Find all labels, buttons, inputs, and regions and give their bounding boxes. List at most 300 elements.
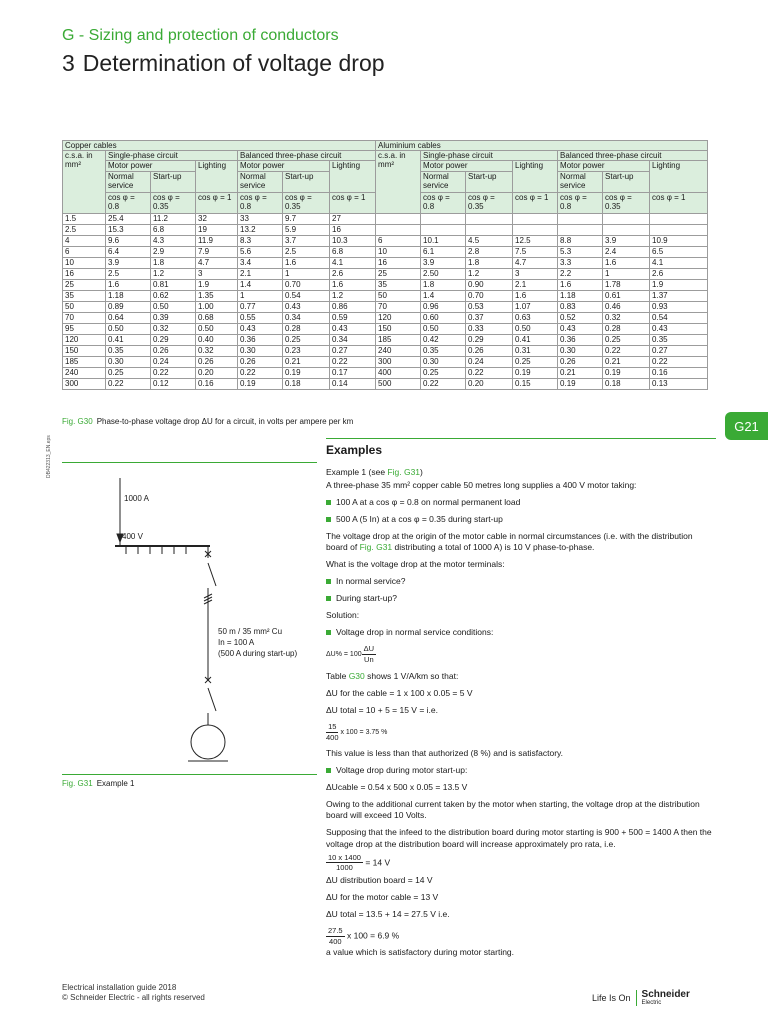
table-cell: 1 xyxy=(603,268,650,279)
table-cell: 6 xyxy=(376,235,421,246)
table-cell: 0.43 xyxy=(650,323,708,334)
table-cell: 0.35 xyxy=(106,345,151,356)
table-cell: 0.68 xyxy=(196,312,238,323)
table-cell: 11.2 xyxy=(151,213,196,224)
table-cell: 0.25 xyxy=(603,334,650,345)
table-cell: 0.22 xyxy=(421,378,466,389)
table-cell: 0.18 xyxy=(283,378,330,389)
table-row xyxy=(63,312,708,323)
calculation: ΔU total = 10 + 5 = 15 V = i.e. xyxy=(326,704,438,715)
table-cell: 35 xyxy=(63,290,106,301)
table-cell: 0.13 xyxy=(650,378,708,389)
table-cell: 2.5 xyxy=(106,268,151,279)
table-cell: 0.50 xyxy=(421,323,466,334)
cos-header: cos φ = 0.35 xyxy=(151,192,196,213)
table-cell: 0.15 xyxy=(513,378,558,389)
example1-intro: A three-phase 35 mm² copper cable 50 metres long supplies a 400 V motor taking: xyxy=(326,479,637,490)
table-cell: 0.83 xyxy=(558,301,603,312)
table-cell: 0.39 xyxy=(151,312,196,323)
table-cell: 4.5 xyxy=(466,235,513,246)
table-cell: 33 xyxy=(238,213,283,224)
aluminium-cables-header: Aluminium cables xyxy=(376,141,708,151)
table-cell: 0.32 xyxy=(603,312,650,323)
table-cell: 12.5 xyxy=(513,235,558,246)
fraction xyxy=(326,926,345,947)
table-cell: 240 xyxy=(376,345,421,356)
table-cell: 15.3 xyxy=(106,224,151,235)
cable-current: In = 100 A xyxy=(218,637,255,647)
table-cell: 0.81 xyxy=(151,279,196,290)
table-cell: 0.86 xyxy=(330,301,376,312)
formula xyxy=(326,722,716,743)
table-cell: 185 xyxy=(63,356,106,367)
table-cell: 0.25 xyxy=(283,334,330,345)
paragraph: a value which is satisfactory during motor starting. xyxy=(326,946,515,957)
table-cell: 0.55 xyxy=(238,312,283,323)
table-cell: 300 xyxy=(63,378,106,389)
table-cell: 10.1 xyxy=(421,235,466,246)
table-cell: 95 xyxy=(63,323,106,334)
table-cell: 0.50 xyxy=(513,323,558,334)
table-cell: 1.4 xyxy=(238,279,283,290)
table-cell: 1.5 xyxy=(63,213,106,224)
table-body xyxy=(63,213,708,389)
table-cell: 0.36 xyxy=(238,334,283,345)
table-cell: 0.50 xyxy=(196,323,238,334)
calculation: ΔU distribution board = 14 V xyxy=(326,875,433,886)
table-cell: 2.1 xyxy=(513,279,558,290)
table-row xyxy=(63,367,708,378)
table-cell: 0.18 xyxy=(603,378,650,389)
drawing-code: DB422313_EN.eps xyxy=(46,435,52,478)
table-cell: 0.22 xyxy=(330,356,376,367)
table-cell: 3.9 xyxy=(603,235,650,246)
table-cell: 4.1 xyxy=(650,257,708,268)
table-cell: 0.27 xyxy=(650,345,708,356)
table-cell: 0.37 xyxy=(466,312,513,323)
table-cell: 500 xyxy=(376,378,421,389)
table-cell xyxy=(466,224,513,235)
table-cell: 70 xyxy=(376,301,421,312)
table-cell: 0.22 xyxy=(650,356,708,367)
table-cell: 1.00 xyxy=(196,301,238,312)
table-cell: 0.20 xyxy=(196,367,238,378)
table-cell: 0.20 xyxy=(466,378,513,389)
table-cell: 35 xyxy=(376,279,421,290)
fig-g31-link[interactable]: Fig. G31 xyxy=(387,466,421,477)
table-cell xyxy=(603,213,650,224)
table-cell: 0.24 xyxy=(466,356,513,367)
table-row xyxy=(63,290,708,301)
table-row xyxy=(63,279,708,290)
table-cell: 0.50 xyxy=(151,301,196,312)
table-cell: 400 xyxy=(376,367,421,378)
calculation: ΔU total = 13.5 + 14 = 27.5 V i.e. xyxy=(326,909,450,920)
section-title xyxy=(62,50,385,77)
fraction-denominator: 400 xyxy=(329,936,342,946)
csa-header: c.s.a. in mm² xyxy=(376,151,421,213)
voltage-drop-table xyxy=(62,140,708,390)
table-cell: 2.50 xyxy=(421,268,466,279)
divider xyxy=(326,438,716,439)
paragraph-text: Table xyxy=(326,670,349,681)
startup-header: Start-up xyxy=(151,171,196,192)
table-cell: 0.28 xyxy=(603,323,650,334)
cos-header: cos φ = 1 xyxy=(330,192,376,213)
table-cell: 2.5 xyxy=(63,224,106,235)
motor-power-header: Motor power xyxy=(106,161,196,171)
table-cell: 50 xyxy=(376,290,421,301)
fraction-numerator: ΔU xyxy=(363,644,375,654)
copper-cables-header: Copper cables xyxy=(63,141,376,151)
section-number: 3 xyxy=(62,50,75,76)
table-cell: 185 xyxy=(376,334,421,345)
table-cell: 0.33 xyxy=(466,323,513,334)
balanced-three-phase-header: Balanced three-phase circuit xyxy=(238,151,376,161)
table-cell: 6 xyxy=(63,246,106,257)
table-cell: 0.34 xyxy=(283,312,330,323)
table-cell: 10.9 xyxy=(650,235,708,246)
table-cell: 2.2 xyxy=(558,268,603,279)
table-cell: 0.16 xyxy=(196,378,238,389)
table-cell: 10 xyxy=(63,257,106,268)
breaker-switch xyxy=(208,563,216,586)
startup-header: Start-up xyxy=(466,171,513,192)
paragraph: Supposing that the infeed to the distribution board during motor starting is 900 + 500 = 1400 A then the voltage drop at the distribution board will increase approximately pro rata, i.e. xyxy=(326,827,712,849)
table-cell: 1.6 xyxy=(283,257,330,268)
table-cell: 0.28 xyxy=(283,323,330,334)
footer-copyright: © Schneider Electric - all rights reserved xyxy=(62,993,205,1003)
table-cell: 10 xyxy=(376,246,421,257)
table-cell: 300 xyxy=(376,356,421,367)
formula-text: = 14 V xyxy=(365,857,391,868)
table-cell: 0.43 xyxy=(238,323,283,334)
table-cell xyxy=(421,224,466,235)
table-cell: 9.7 xyxy=(283,213,330,224)
brand-sub: Electric xyxy=(641,1000,662,1006)
examples-heading: Examples xyxy=(326,443,383,457)
table-cell: 1.4 xyxy=(421,290,466,301)
example1-title xyxy=(326,467,716,478)
table-cell: 7.9 xyxy=(196,246,238,257)
table-cell: 1.2 xyxy=(466,268,513,279)
fig-g30-text: Phase-to-phase voltage drop ΔU for a circuit, in volts per ampere per km xyxy=(96,417,354,426)
table-row xyxy=(63,246,708,257)
table-cell: 6.1 xyxy=(421,246,466,257)
table-cell xyxy=(376,213,421,224)
table-cell: 0.35 xyxy=(421,345,466,356)
formula xyxy=(326,644,716,665)
table-cell: 0.43 xyxy=(558,323,603,334)
cable-size: 50 m / 35 mm² Cu xyxy=(218,627,283,636)
table-cell: 0.93 xyxy=(650,301,708,312)
fraction-denominator: 1000 xyxy=(336,863,353,873)
table-cell: 0.19 xyxy=(558,378,603,389)
table-cell: 0.26 xyxy=(151,345,196,356)
motor-power-header: Motor power xyxy=(421,161,513,171)
table-cell: 1 xyxy=(238,290,283,301)
fraction-numerator: 15 xyxy=(328,721,337,731)
fraction xyxy=(326,722,339,743)
table-cell: 1.6 xyxy=(106,279,151,290)
table-row xyxy=(63,224,708,235)
table-cell: 0.41 xyxy=(513,334,558,345)
calculation: ΔU for the motor cable = 13 V xyxy=(326,892,439,903)
table-cell: 16 xyxy=(330,224,376,235)
table-cell: 0.24 xyxy=(151,356,196,367)
table-cell: 1.8 xyxy=(466,257,513,268)
table-cell: 0.29 xyxy=(151,334,196,345)
table-cell: 16 xyxy=(63,268,106,279)
table-cell: 1.2 xyxy=(151,268,196,279)
busbar-voltage: 400 V xyxy=(122,532,143,541)
table-cell: 3.7 xyxy=(283,235,330,246)
startup-header: Start-up xyxy=(603,171,650,192)
fig-g30-label: Fig. G30 xyxy=(62,417,93,426)
table-cell xyxy=(558,213,603,224)
table-row xyxy=(63,323,708,334)
table-cell: 0.70 xyxy=(466,290,513,301)
table-cell: 11.9 xyxy=(196,235,238,246)
circuit-diagram xyxy=(62,468,317,773)
table-cell: 0.60 xyxy=(421,312,466,323)
table-cell: 1.18 xyxy=(558,290,603,301)
table-cell: 70 xyxy=(63,312,106,323)
examples-section xyxy=(326,443,716,964)
cos-header: cos φ = 1 xyxy=(650,192,708,213)
table-cell: 2.8 xyxy=(466,246,513,257)
table-cell: 0.22 xyxy=(603,345,650,356)
table-cell: 4.7 xyxy=(196,257,238,268)
paragraph-text: distributing a total of 1000 A) is 10 V phase-to-phase. xyxy=(392,541,595,552)
section-heading: Determination of voltage drop xyxy=(82,50,385,76)
table-cell: 0.77 xyxy=(238,301,283,312)
fraction-numerator: 27.5 xyxy=(328,926,343,936)
list-item: During start-up? xyxy=(326,593,716,604)
table-cell: 0.59 xyxy=(330,312,376,323)
table-cell: 2.5 xyxy=(283,246,330,257)
example1-text: Example 1 (see xyxy=(326,466,388,477)
paragraph: Owing to the additional current taken by the motor when starting, the voltage drop at the distribution board will exceed 10 Volts. xyxy=(326,799,700,821)
table-cell: 0.30 xyxy=(558,345,603,356)
table-cell xyxy=(650,213,708,224)
table-cell: 0.43 xyxy=(330,323,376,334)
calculation: ΔUcable = 0.54 x 500 x 0.05 = 13.5 V xyxy=(326,782,468,793)
table-cell: 0.29 xyxy=(466,334,513,345)
cos-header: cos φ = 1 xyxy=(196,192,238,213)
table-cell: 5.3 xyxy=(558,246,603,257)
table-cell: 0.30 xyxy=(106,356,151,367)
table-cell: 0.34 xyxy=(330,334,376,345)
table-cell: 32 xyxy=(196,213,238,224)
table-cell: 0.25 xyxy=(513,356,558,367)
lighting-header: Lighting xyxy=(650,161,708,192)
fig-g31-caption xyxy=(62,779,134,788)
table-cell: 5.9 xyxy=(283,224,330,235)
table-cell: 3 xyxy=(513,268,558,279)
formula-text: ΔU% = 100 xyxy=(326,651,362,659)
table-cell: 0.31 xyxy=(513,345,558,356)
table-g30-link[interactable]: G30 xyxy=(348,670,365,681)
table-cell: 0.27 xyxy=(330,345,376,356)
table-cell: 0.25 xyxy=(421,367,466,378)
table-cell: 0.52 xyxy=(558,312,603,323)
table-cell: 1.35 xyxy=(196,290,238,301)
brand-logo xyxy=(592,990,690,1006)
table-cell: 0.54 xyxy=(283,290,330,301)
fraction-numerator: 10 x 1400 xyxy=(328,852,361,862)
table-cell: 240 xyxy=(63,367,106,378)
fraction-denominator: 400 xyxy=(326,732,339,742)
cos-header: cos φ = 0.8 xyxy=(106,192,151,213)
cable-startup-current: (500 A during start-up) xyxy=(218,648,298,658)
motor-power-header: Motor power xyxy=(558,161,650,171)
table-cell: 0.89 xyxy=(106,301,151,312)
table-cell: 3.9 xyxy=(421,257,466,268)
footer xyxy=(62,983,205,1004)
table-cell: 1 xyxy=(283,268,330,279)
chapter-title: G - Sizing and protection of conductors xyxy=(62,27,339,44)
solution-label: Solution: xyxy=(326,610,360,621)
table-row xyxy=(63,235,708,246)
table-cell: 1.18 xyxy=(106,290,151,301)
lighting-header: Lighting xyxy=(513,161,558,192)
question: What is the voltage drop at the motor terminals: xyxy=(326,558,505,569)
schneider-logo xyxy=(642,990,690,1006)
table-cell: 0.41 xyxy=(106,334,151,345)
formula xyxy=(326,926,716,947)
feeder-current: 1000 A xyxy=(124,494,149,503)
table-cell: 3.9 xyxy=(106,257,151,268)
table-cell xyxy=(376,224,421,235)
brand-divider xyxy=(636,990,637,1006)
table-row xyxy=(63,301,708,312)
table-cell: 25.4 xyxy=(106,213,151,224)
table-cell: 0.23 xyxy=(283,345,330,356)
fig-g31-text: Example 1 xyxy=(96,779,135,788)
table-cell: 0.35 xyxy=(650,334,708,345)
table-cell: 0.22 xyxy=(106,378,151,389)
table-cell: 0.70 xyxy=(283,279,330,290)
table-cell xyxy=(603,224,650,235)
table-cell xyxy=(421,213,466,224)
fig-g31-label: Fig. G31 xyxy=(62,779,93,788)
single-phase-header: Single-phase circuit xyxy=(106,151,238,161)
table-cell: 1.6 xyxy=(603,257,650,268)
table-cell: 0.12 xyxy=(151,378,196,389)
paragraph xyxy=(326,671,716,682)
cos-header: cos φ = 0.8 xyxy=(558,192,603,213)
table-cell: 3 xyxy=(196,268,238,279)
table-cell: 0.22 xyxy=(466,367,513,378)
table-cell: 1.8 xyxy=(151,257,196,268)
table-cell: 8.8 xyxy=(558,235,603,246)
table-cell: 10.3 xyxy=(330,235,376,246)
table-cell: 0.26 xyxy=(466,345,513,356)
list-item: Voltage drop in normal service conditions: xyxy=(326,627,716,638)
formula xyxy=(326,853,716,874)
table-cell: 0.36 xyxy=(558,334,603,345)
list-item: 100 A at a cos φ = 0.8 on normal permanent load xyxy=(326,497,716,508)
table-cell: 4.7 xyxy=(513,257,558,268)
example1-text: ) xyxy=(420,466,423,477)
table-cell: 6.4 xyxy=(106,246,151,257)
paragraph-text: shows 1 V/A/km so that: xyxy=(364,670,459,681)
table-cell: 13.2 xyxy=(238,224,283,235)
normal-service-header: Normal service xyxy=(238,171,283,192)
list-item: Voltage drop during motor start-up: xyxy=(326,765,716,776)
table-cell: 2.4 xyxy=(603,246,650,257)
fig-g31-link[interactable]: Fig. G31 xyxy=(359,541,393,552)
table-cell xyxy=(466,213,513,224)
cos-header: cos φ = 0.8 xyxy=(421,192,466,213)
list-item: 500 A (5 In) at a cos φ = 0.35 during start-up xyxy=(326,514,716,525)
table-cell: 0.46 xyxy=(603,301,650,312)
paragraph: This value is less than that authorized (8 %) and is satisfactory. xyxy=(326,748,564,759)
fraction xyxy=(326,853,363,874)
table-cell: 0.42 xyxy=(421,334,466,345)
cable-description xyxy=(218,627,297,659)
table-cell: 25 xyxy=(376,268,421,279)
cos-header: cos φ = 1 xyxy=(513,192,558,213)
table-cell: 0.21 xyxy=(603,356,650,367)
lighting-header: Lighting xyxy=(196,161,238,192)
lighting-header: Lighting xyxy=(330,161,376,192)
table-cell: 4.3 xyxy=(151,235,196,246)
table-cell: 0.54 xyxy=(650,312,708,323)
fraction xyxy=(362,644,376,665)
table-cell: 1.9 xyxy=(650,279,708,290)
table-cell: 0.61 xyxy=(603,290,650,301)
table-cell: 0.17 xyxy=(330,367,376,378)
table-cell xyxy=(513,224,558,235)
table-cell: 0.30 xyxy=(421,356,466,367)
table-cell: 0.25 xyxy=(106,367,151,378)
startup-header: Start-up xyxy=(283,171,330,192)
fig-g30-caption xyxy=(62,417,353,426)
table-cell: 120 xyxy=(376,312,421,323)
cos-header: cos φ = 0.35 xyxy=(603,192,650,213)
example-diagram xyxy=(62,468,317,773)
table-cell: 1.6 xyxy=(513,290,558,301)
table-cell: 50 xyxy=(63,301,106,312)
normal-service-header: Normal service xyxy=(421,171,466,192)
divider xyxy=(62,462,317,463)
table-cell: 0.30 xyxy=(238,345,283,356)
single-phase-header: Single-phase circuit xyxy=(421,151,558,161)
formula-text: x 100 = 3.75 % xyxy=(340,728,388,736)
table-cell: 1.2 xyxy=(330,290,376,301)
table-cell: 0.26 xyxy=(196,356,238,367)
normal-service-header: Normal service xyxy=(558,171,603,192)
table-cell: 0.19 xyxy=(238,378,283,389)
table-cell: 0.32 xyxy=(196,345,238,356)
table-row xyxy=(63,334,708,345)
life-is-on-text: Life Is On xyxy=(592,993,631,1003)
table-cell: 6.8 xyxy=(151,224,196,235)
table-cell: 0.53 xyxy=(466,301,513,312)
table-cell: 0.32 xyxy=(151,323,196,334)
table-cell: 5.6 xyxy=(238,246,283,257)
table-cell: 0.64 xyxy=(106,312,151,323)
table-cell: 27 xyxy=(330,213,376,224)
table-row xyxy=(63,213,708,224)
table-cell: 0.21 xyxy=(558,367,603,378)
table-cell: 2.6 xyxy=(650,268,708,279)
table-cell: 1.6 xyxy=(330,279,376,290)
table-cell: 25 xyxy=(63,279,106,290)
table-cell: 2.1 xyxy=(238,268,283,279)
